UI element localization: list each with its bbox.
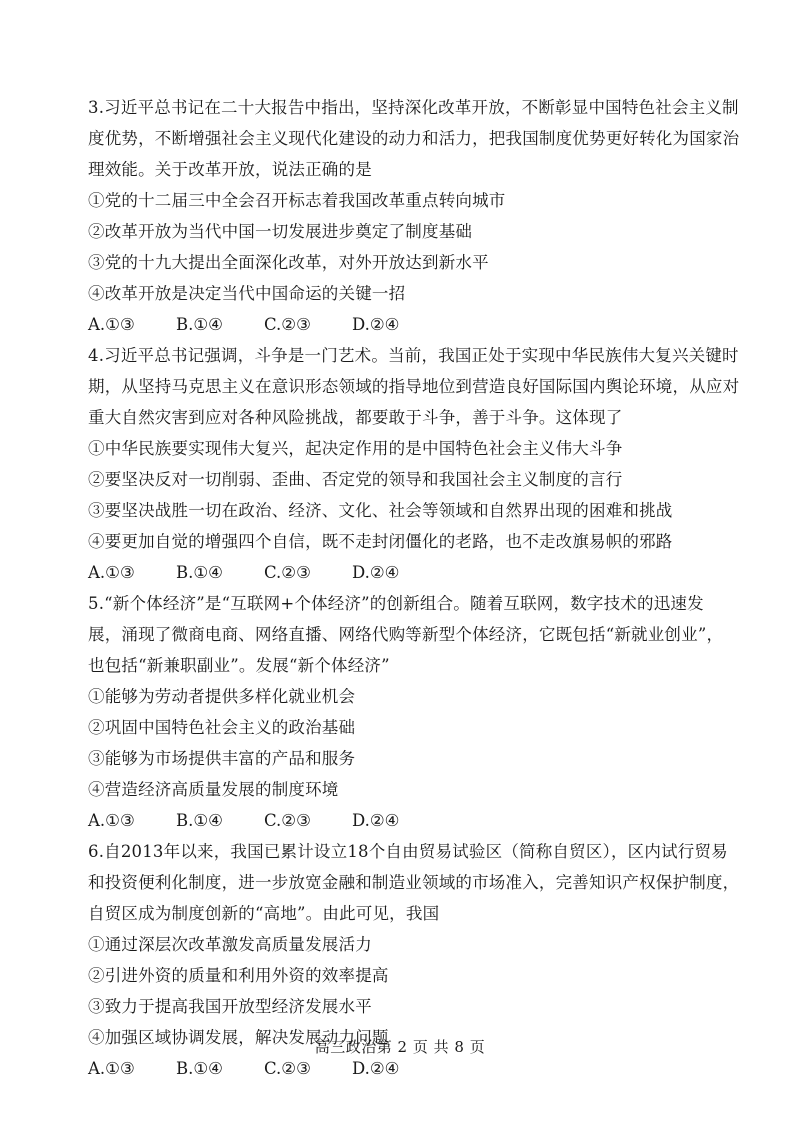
statement-2: ②引进外资的质量和利用外资的效率提高 xyxy=(88,966,389,985)
statement-1: ①通过深层次改革激发高质量发展活力 xyxy=(88,935,372,954)
answer-options xyxy=(88,805,720,836)
option-a: A.①③ xyxy=(88,1059,135,1078)
question-list xyxy=(88,92,740,1084)
option-c: C.②③ xyxy=(264,563,311,582)
statement-1: ①中华民族要实现伟大复兴，起决定作用的是中国特色社会主义伟大斗争 xyxy=(88,439,623,458)
option-a: A.①③ xyxy=(88,563,135,582)
question-stem-line: 期，从坚持马克思主义在意识形态领域的指导地位到营造良好国际国内舆论环境，从应对 xyxy=(88,377,740,396)
question-stem-line: 6.自2013年以来，我国已累计设立18个自由贸易试验区（简称自贸区），区内试行贸易 xyxy=(88,842,728,861)
statement-4: ④加强区域协调发展，解决发展动力问题 xyxy=(88,1028,389,1047)
question-stem-line: 展，涌现了微商电商、网络直播、网络代购等新型个体经济，它既包括“新就业创业”， xyxy=(88,625,724,644)
statement-1: ①能够为劳动者提供多样化就业机会 xyxy=(88,687,356,706)
page-footer: 高三政治第 2 页 共 8 页 xyxy=(314,1038,486,1056)
option-a: A.①③ xyxy=(88,315,135,334)
statement-3: ③要坚决战胜一切在政治、经济、文化、社会等领域和自然界出现的困难和挑战 xyxy=(88,501,673,520)
statement-2: ②巩固中国特色社会主义的政治基础 xyxy=(88,718,356,737)
question-stem-line: 3.习近平总书记在二十大报告中指出，坚持深化改革开放，不断彰显中国特色社会主义制 xyxy=(88,98,739,117)
option-d: D.②④ xyxy=(352,1059,400,1078)
question-stem-line: 5.“新个体经济”是“互联网+个体经济”的创新组合。随着互联网，数字技术的迅速发 xyxy=(88,594,704,613)
answer-options xyxy=(88,309,720,340)
statement-4: ④要更加自觉的增强四个自信，既不走封闭僵化的老路，也不走改旗易帜的邪路 xyxy=(88,532,673,551)
question-stem-line: 重大自然灾害到应对各种风险挑战，都要敢于斗争，善于斗争。这体现了 xyxy=(88,408,623,427)
question-5 xyxy=(88,588,724,836)
question-stem-line: 度优势，不断增强社会主义现代化建设的动力和活力，把我国制度优势更好转化为国家治 xyxy=(88,129,740,148)
option-c: C.②③ xyxy=(264,315,311,334)
statement-2: ②要坚决反对一切削弱、歪曲、否定党的领导和我国社会主义制度的言行 xyxy=(88,470,623,489)
question-4 xyxy=(88,340,740,588)
option-d: D.②④ xyxy=(352,563,400,582)
question-stem-line: 自贸区成为制度创新的“高地”。由此可见，我国 xyxy=(88,904,440,923)
question-3 xyxy=(88,92,740,340)
statement-4: ④营造经济高质量发展的制度环境 xyxy=(88,780,339,799)
statement-3: ③能够为市场提供丰富的产品和服务 xyxy=(88,749,356,768)
option-b: B.①④ xyxy=(176,1059,223,1078)
option-a: A.①③ xyxy=(88,811,135,830)
question-stem-line: 理效能。关于改革开放，说法正确的是 xyxy=(88,160,372,179)
option-c: C.②③ xyxy=(264,811,311,830)
statement-3: ③致力于提高我国开放型经济发展水平 xyxy=(88,997,372,1016)
statement-4: ④改革开放是决定当代中国命运的关键一招 xyxy=(88,284,406,303)
option-b: B.①④ xyxy=(176,811,223,830)
answer-options xyxy=(88,1053,720,1084)
option-d: D.②④ xyxy=(352,811,400,830)
statement-1: ①党的十二届三中全会召开标志着我国改革重点转向城市 xyxy=(88,191,506,210)
question-stem-line: 也包括“新兼职副业”。发展“新个体经济” xyxy=(88,656,390,675)
option-c: C.②③ xyxy=(264,1059,311,1078)
option-d: D.②④ xyxy=(352,315,400,334)
question-stem-line: 4.习近平总书记强调，斗争是一门艺术。当前，我国正处于实现中华民族伟大复兴关键时 xyxy=(88,346,739,365)
statement-2: ②改革开放为当代中国一切发展进步奠定了制度基础 xyxy=(88,222,473,241)
option-b: B.①④ xyxy=(176,563,223,582)
option-b: B.①④ xyxy=(176,315,223,334)
answer-options xyxy=(88,557,720,588)
question-stem-line: 和投资便利化制度，进一步放宽金融和制造业领域的市场准入，完善知识产权保护制度， xyxy=(88,873,740,892)
statement-3: ③党的十九大提出全面深化改革，对外开放达到新水平 xyxy=(88,253,489,272)
